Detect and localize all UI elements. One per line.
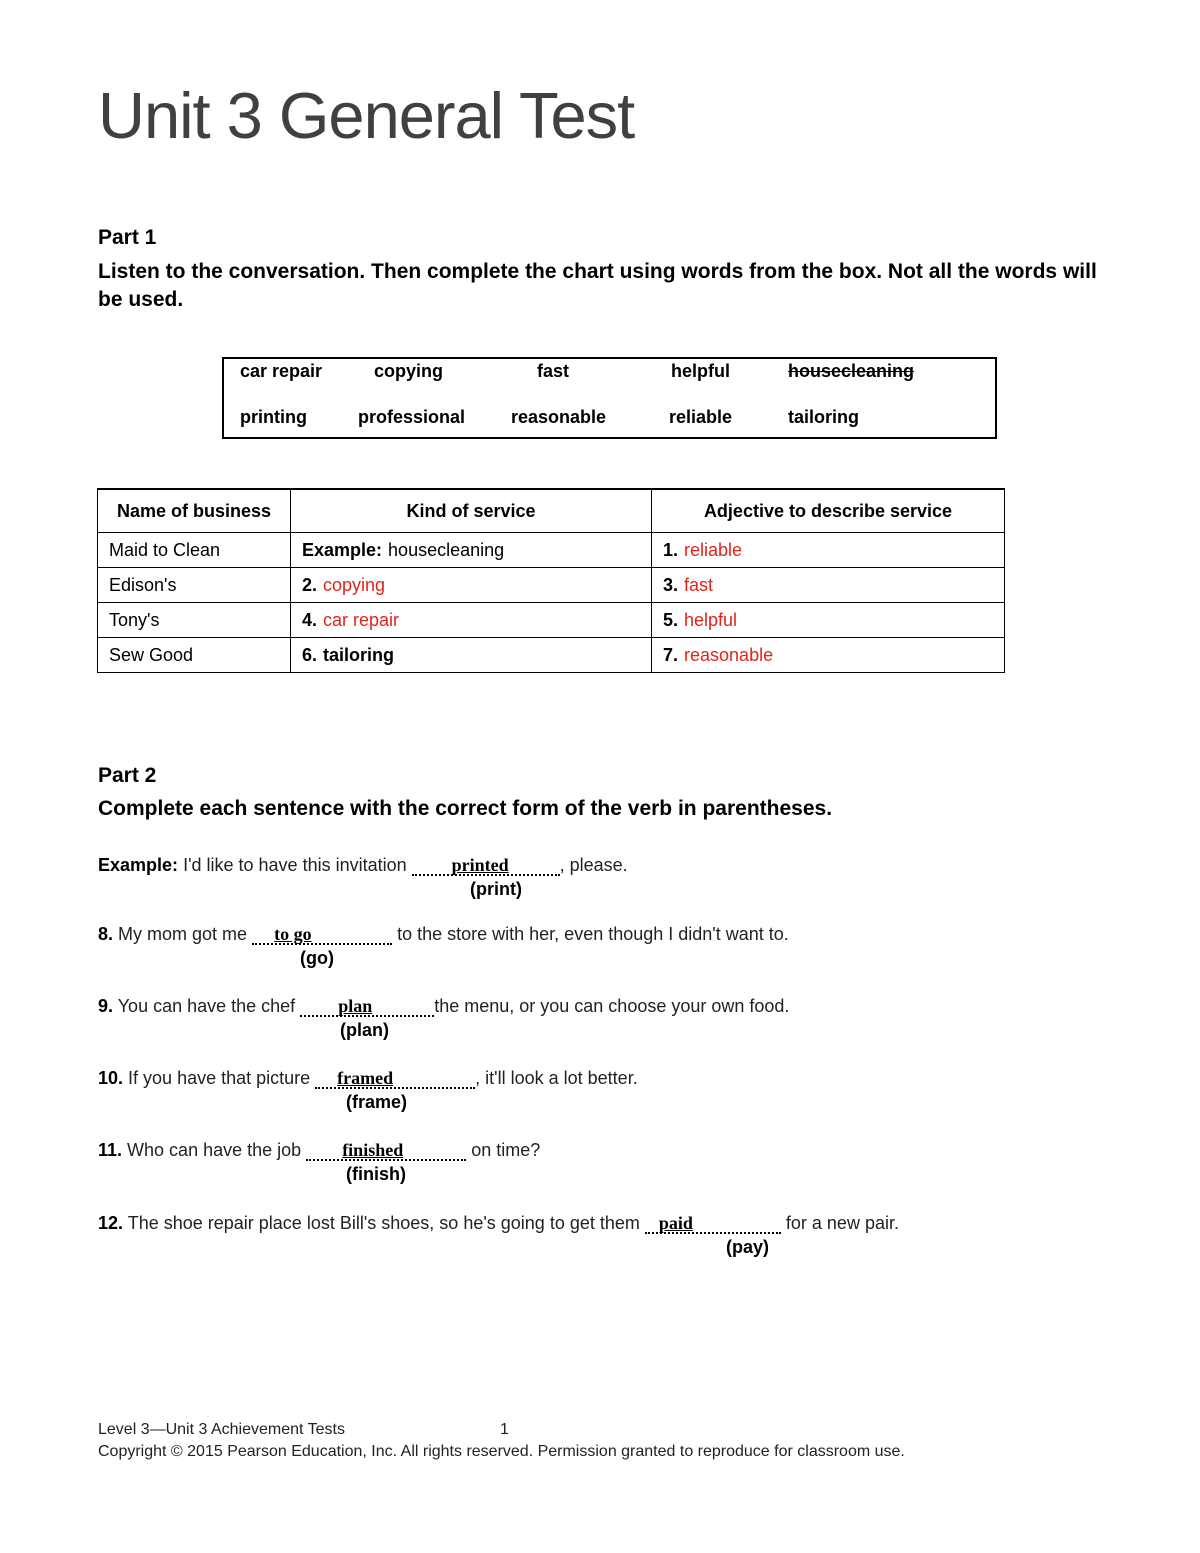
word-box-item: tailoring [788, 407, 859, 427]
example-label: Example: [98, 855, 179, 875]
item-number: 6. [302, 644, 318, 665]
sentence-item [98, 996, 789, 1017]
sentence-after: , please. [559, 855, 628, 875]
example-label: Example: [302, 539, 383, 560]
word-box-item: reasonable [511, 407, 607, 427]
item-number: 9. [98, 996, 114, 1016]
part1-heading: Part 1 [98, 226, 157, 249]
service-chart [97, 488, 1005, 673]
sentence-before: The shoe repair place lost Bill's shoes, so he's going to get them [127, 1213, 640, 1233]
answer-blank [645, 1214, 781, 1234]
chart-header: Kind of service [291, 489, 652, 533]
sentence-after: , it'll look a lot better. [475, 1068, 638, 1088]
answer-blank [300, 997, 434, 1017]
service-cell [291, 533, 652, 568]
sentence-item [98, 924, 789, 945]
business-name: Sew Good [98, 638, 291, 673]
adjective-cell [652, 533, 1005, 568]
business-name: Maid to Clean [98, 533, 291, 568]
word-box-item: printing [240, 407, 307, 427]
business-name: Tony's [98, 603, 291, 638]
service-cell [291, 603, 652, 638]
sentence-item [98, 1068, 638, 1089]
chart-header: Name of business [98, 489, 291, 533]
item-number: 7. [663, 644, 679, 665]
part2-instructions: Complete each sentence with the correct form of the verb in parentheses. [98, 797, 833, 820]
business-name: Edison's [98, 568, 291, 603]
answer-blank [306, 1141, 466, 1161]
answer-blank [315, 1069, 475, 1089]
chart-row [98, 568, 1005, 603]
verb-hint: (finish) [346, 1164, 406, 1184]
chart-row [98, 533, 1005, 568]
verb-hint: (go) [300, 948, 334, 968]
word-box-item-used: housecleaning [788, 361, 915, 381]
verb-hint: (frame) [346, 1092, 408, 1112]
verb-hint: (pay) [726, 1237, 770, 1257]
word-box-item: car repair [240, 361, 323, 381]
word-box-item: copying [374, 361, 444, 381]
sentence-after: for a new pair. [785, 1213, 899, 1233]
answer-text: finished [342, 1140, 404, 1160]
sentence-after: the menu, or you can choose your own food. [434, 996, 790, 1016]
adjective-cell [652, 603, 1005, 638]
example-sentence [98, 855, 628, 876]
verb-hint: (print) [470, 879, 522, 899]
adjective-answer: fast [684, 574, 714, 595]
sentence-before: I'd like to have this invitation [183, 855, 407, 875]
answer-blank [412, 856, 560, 876]
part1-instructions: Listen to the conversation. Then complete the chart using words from the box. Not all the words will be used. [98, 260, 1097, 311]
word-box-item: helpful [671, 361, 730, 381]
chart-row [98, 603, 1005, 638]
sentence-before: My mom got me [118, 924, 248, 944]
service-answer: copying [323, 574, 386, 595]
adjective-answer: reasonable [684, 644, 774, 665]
item-number: 12. [98, 1213, 124, 1233]
footer-left: Level 3—Unit 3 Achievement Tests [98, 1421, 345, 1438]
word-box-item: fast [537, 361, 570, 381]
adjective-answer: reliable [684, 539, 743, 560]
chart-row [98, 638, 1005, 673]
item-number: 4. [302, 609, 318, 630]
page-title: Unit 3 General Test [98, 79, 635, 152]
answer-text: framed [337, 1068, 394, 1088]
sentence-before: Who can have the job [127, 1140, 302, 1160]
part2-heading: Part 2 [98, 764, 157, 787]
word-box [222, 357, 997, 439]
chart-header: Adjective to describe service [652, 489, 1005, 533]
word-box-item: reliable [669, 407, 733, 427]
item-number: 1. [663, 539, 679, 560]
service-answer: car repair [323, 609, 400, 630]
chart-header-row [98, 489, 1005, 533]
item-number: 3. [663, 574, 679, 595]
answer-text: printed [451, 855, 509, 875]
answer-text: to go [274, 924, 312, 944]
answer-text: plan [338, 996, 373, 1016]
word-box-item: professional [358, 407, 466, 427]
page-number: 1 [500, 1421, 509, 1438]
verb-hint: (plan) [340, 1020, 389, 1040]
answer-text: paid [658, 1213, 693, 1233]
item-number: 8. [98, 924, 114, 944]
service-cell [291, 638, 652, 673]
item-number: 5. [663, 609, 679, 630]
copyright: Copyright © 2015 Pearson Education, Inc. All rights reserved. Permission granted to reproduce for classroom use. [98, 1443, 905, 1460]
sentence-after: on time? [471, 1140, 541, 1160]
sentence-before: You can have the chef [117, 996, 296, 1016]
sentence-item [98, 1213, 899, 1234]
service-value: housecleaning [388, 539, 505, 560]
adjective-answer: helpful [684, 609, 738, 630]
item-number: 11. [98, 1140, 123, 1160]
service-cell [291, 568, 652, 603]
item-number: 2. [302, 574, 318, 595]
adjective-cell [652, 638, 1005, 673]
answer-blank [252, 925, 392, 945]
sentence-item [98, 1140, 540, 1161]
item-number: 10. [98, 1068, 124, 1088]
adjective-cell [652, 568, 1005, 603]
sentence-after: to the store with her, even though I didn't want to. [397, 924, 789, 944]
service-answer: tailoring [323, 644, 395, 665]
sentence-before: If you have that picture [128, 1068, 311, 1088]
